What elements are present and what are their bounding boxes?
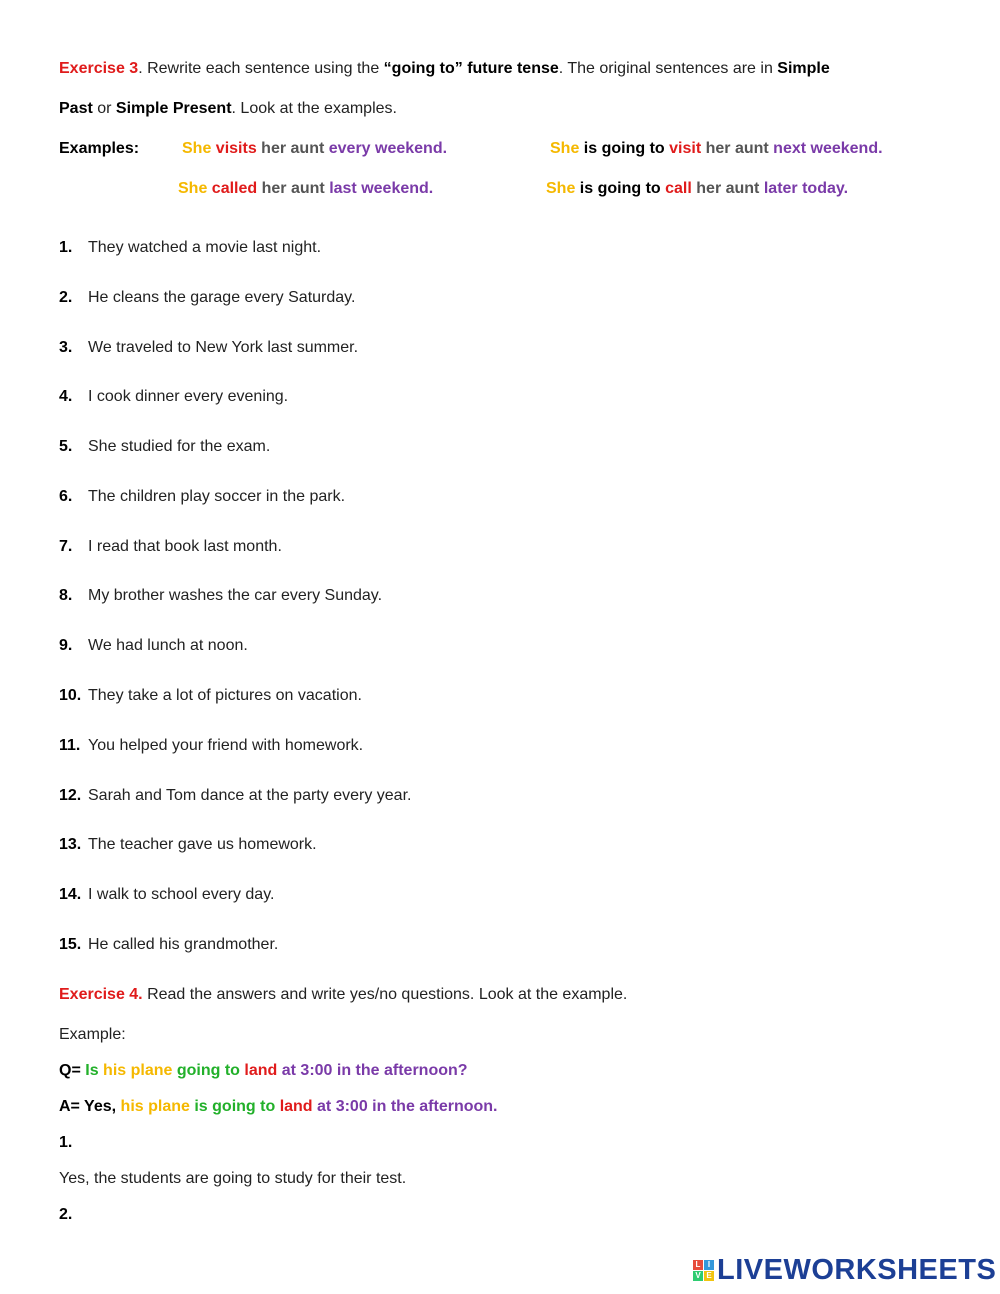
list-item: 5. She studied for the exam.	[59, 438, 271, 455]
example-answer: A= Yes, his plane is going to land at 3:00 in the afternoon.	[59, 1098, 498, 1115]
logo-text: LIVEWORKSHEETS	[717, 1253, 997, 1286]
example-future-call: She is going to call her aunt later today.	[546, 180, 849, 197]
logo-mark-icon: L I V E	[693, 1260, 714, 1281]
list-item: 8. My brother washes the car every Sunday.	[59, 587, 383, 604]
example-present-simple: She visits her aunt every weekend.	[182, 140, 448, 157]
question-number-2: 2.	[59, 1206, 73, 1223]
exercise-4-label: Exercise 4.	[59, 986, 143, 1003]
list-item: 7. I read that book last month.	[59, 538, 282, 555]
list-item: 3. We traveled to New York last summer.	[59, 339, 359, 356]
list-item: 12. Sarah and Tom dance at the party every year.	[59, 787, 412, 804]
list-item: 1. They watched a movie last night.	[59, 239, 322, 256]
list-item: 10. They take a lot of pictures on vacation.	[59, 687, 362, 704]
list-item: 15. He called his grandmother.	[59, 936, 279, 953]
example-future-visit: She is going to visit her aunt next weekend.	[550, 140, 883, 157]
question-number-1: 1.	[59, 1134, 73, 1151]
example-simple-past: She called her aunt last weekend.	[178, 180, 434, 197]
examples-label: Examples:	[59, 140, 140, 157]
exercise-4-instructions: Exercise 4. Read the answers and write yes/no questions. Look at the example.	[59, 986, 628, 1003]
example-question: Q= Is his plane going to land at 3:00 in the afternoon?	[59, 1062, 468, 1079]
exercise-3-instructions-line-1: Exercise 3. Rewrite each sentence using the “going to” future tense. The original sentences are in Simple	[59, 60, 830, 77]
list-item: 13. The teacher gave us homework.	[59, 836, 317, 853]
example-label: Example:	[59, 1026, 126, 1043]
list-item: 11. You helped your friend with homework.	[59, 737, 364, 754]
list-item: 14. I walk to school every day.	[59, 886, 275, 903]
answer-1: Yes, the students are going to study for their test.	[59, 1170, 407, 1187]
list-item: 4. I cook dinner every evening.	[59, 388, 289, 405]
exercise-3-label: Exercise 3	[59, 60, 139, 77]
list-item: 2. He cleans the garage every Saturday.	[59, 289, 356, 306]
liveworksheets-logo	[693, 1253, 997, 1286]
list-item: 9. We had lunch at noon.	[59, 637, 248, 654]
list-item: 6. The children play soccer in the park.	[59, 488, 346, 505]
exercise-3-instructions-line-2: Past or Simple Present. Look at the examples.	[59, 100, 397, 117]
